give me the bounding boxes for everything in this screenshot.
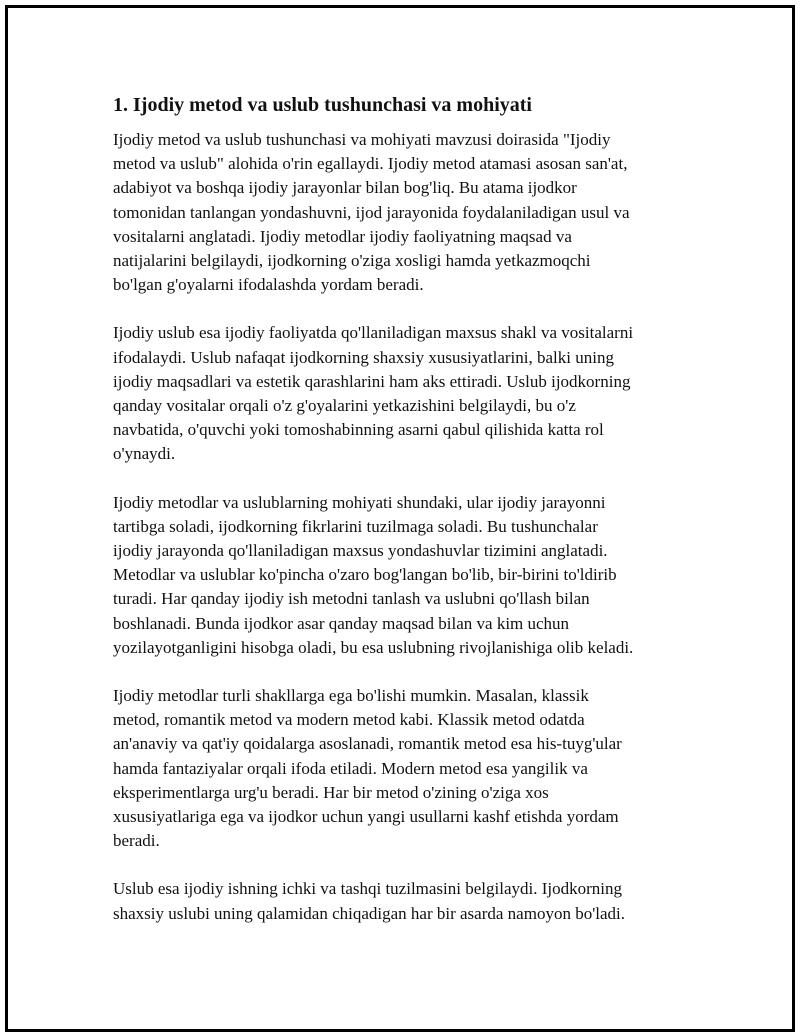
paragraph-1 [113, 128, 693, 297]
paragraph-5 [113, 877, 693, 925]
text-line: Ijodiy uslub esa ijodiy faoliyatda qo'llaniladigan maxsus shakl va vositalarni [113, 323, 634, 343]
text-line: xususiyatlariga ega va ijodkor uchun yangi usullarni kashf etishda yordam [113, 807, 619, 827]
text-line: adabiyot va boshqa ijodiy jarayonlar bilan bog'liq. Bu atama ijodkor [113, 178, 577, 198]
text-line: yozilayotganligini hisobga oladi, bu esa uslubning rivojlanishiga olib keladi. [113, 637, 634, 657]
text-line: turadi. Har qanday ijodiy ish metodni tanlash va uslubni qo'llash bilan [113, 589, 590, 609]
text-line: tomonidan tanlangan yondashuvni, ijod jarayonida foydalaniladigan usul va [113, 202, 630, 222]
text-line: beradi. [113, 831, 160, 851]
text-line: an'anaviy va qat'iy qoidalarga asoslanadi, romantik metod esa his-tuyg'ular [113, 734, 622, 754]
text-line: ifodalaydi. Uslub nafaqat ijodkorning shaxsiy xususiyatlarini, balki uning [113, 347, 614, 367]
text-line: natijalarini belgilaydi, ijodkorning o'ziga xosligi hamda yetkazmoqchi [113, 251, 591, 271]
section-heading: 1. Ijodiy metod va uslub tushunchasi va mohiyati [113, 94, 532, 116]
text-line: Uslub esa ijodiy ishning ichki va tashqi tuzilmasini belgilaydi. Ijodkorning [113, 879, 622, 899]
text-line: Ijodiy metodlar turli shakllarga ega bo'lishi mumkin. Masalan, klassik [113, 686, 589, 706]
text-line: metod, romantik metod va modern metod kabi. Klassik metod odatda [113, 710, 585, 730]
text-line: ijodiy maqsadlari va estetik qarashlarini ham aks ettiradi. Uslub ijodkorning [113, 371, 631, 391]
text-line: ijodiy jarayonda qo'llaniladigan maxsus yondashuvlar tizimini anglatadi. [113, 541, 608, 561]
text-line: metod va uslub" alohida o'rin egallaydi. Ijodiy metod atamasi asosan san'at, [113, 154, 628, 174]
text-line: Metodlar va uslublar ko'pincha o'zaro bog'langan bo'lib, bir-birini to'ldirib [113, 565, 617, 585]
text-line: Ijodiy metodlar va uslublarning mohiyati shundaki, ular ijodiy jarayonni [113, 492, 606, 512]
text-line: tartibga soladi, ijodkorning fikrlarini tuzilmaga soladi. Bu tushunchalar [113, 516, 598, 536]
paragraph-4 [113, 684, 693, 853]
text-line: Ijodiy metod va uslub tushunchasi va mohiyati mavzusi doirasida "Ijodiy [113, 130, 611, 149]
text-line: shaxsiy uslubi uning qalamidan chiqadigan har bir asarda namoyon bo'ladi. [113, 903, 626, 923]
text-line: hamda fantaziyalar orqali ifoda etiladi. Modern metod esa yangilik va [113, 758, 588, 778]
text-line: eksperimentlarga urg'u beradi. Har bir metod o'zining o'ziga xos [113, 782, 549, 802]
text-line: bo'lgan g'oyalarni ifodalashda yordam beradi. [113, 275, 424, 295]
text-line: boshlanadi. Bunda ijodkor asar qanday maqsad bilan va kim uchun [113, 613, 570, 633]
document-body [113, 92, 693, 950]
paragraph-2 [113, 321, 693, 466]
text-line: navbatida, o'quvchi yoki tomoshabinning asarni qabul qilishida katta rol [113, 420, 604, 440]
text-line: vositalarni anglatadi. Ijodiy metodlar ijodiy faoliyatning maqsad va [113, 226, 572, 246]
text-line: qanday vositalar orqali o'z g'oyalarini yetkazishini belgilaydi, bu o'z [113, 396, 576, 416]
text-line: o'ynaydi. [113, 444, 176, 464]
paragraph-3 [113, 491, 693, 660]
